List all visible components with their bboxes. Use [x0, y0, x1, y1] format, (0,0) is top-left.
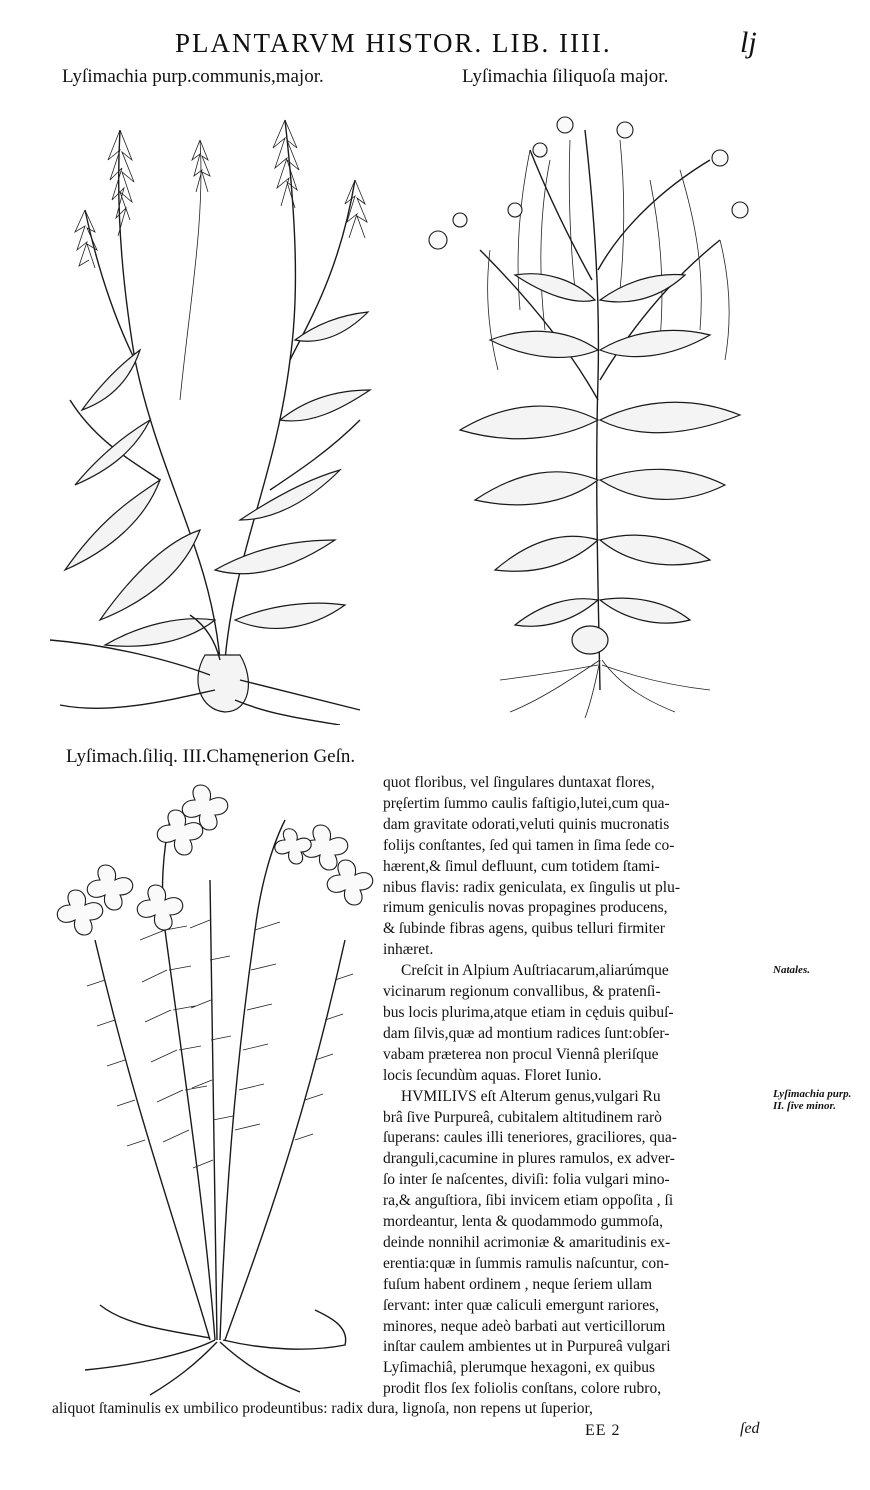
text-line: hærent,& ſimul defluunt, cum totidem ſtami-	[383, 857, 660, 875]
woodcut-chamaenerion	[45, 780, 385, 1400]
text-line: ſervant: inter quæ caliculi emergunt rariores,	[383, 1296, 660, 1314]
text-line: HVMILIVS eſt Alterum genus,vulgari Ru	[401, 1087, 661, 1105]
text-line: Lyſimachiâ, plerumque hexagoni, ex quibus	[383, 1359, 656, 1377]
body-text-column	[383, 773, 765, 1400]
text-line: vicinarum regionum convallibus, & pratenſi-	[383, 983, 661, 1001]
plate-caption-lysimachia-siliquosa-major: Lyſimachia ſiliquoſa major.	[462, 66, 669, 87]
signature-mark: EE 2	[585, 1422, 621, 1439]
text-line: prodit flos ſex foliolis conſtans, colore rubro,	[383, 1380, 662, 1398]
text-line: mordeantur, lenta & quodammodo gummoſa,	[383, 1213, 664, 1231]
text-line: bus locis plurima,atque etiam in cęduis quibuſ-	[383, 1003, 674, 1021]
margin-note-lysimachia-minor: Lyſimachia purp. II. ſive minor.	[773, 1088, 852, 1112]
text-line: rimum geniculis novas propagines producens,	[383, 899, 668, 917]
full-width-text-line: aliquot ſtaminulis ex umbilico prodeuntibus: radix dura, lignoſa, non repens ut ſuperior,	[52, 1400, 593, 1417]
text-line: dranguli,cacumine in plures ramulos, ex adver-	[383, 1150, 675, 1168]
text-line: inhæret.	[383, 941, 434, 959]
text-line: dam gravitate odorati,veluti quinis mucronatis	[383, 815, 670, 833]
text-line: minores, neque adeò barbati aut verticillorum	[383, 1317, 666, 1335]
woodcut-lysimachia-siliquosa-major	[420, 100, 780, 720]
text-line: dam ſilvis,quæ ad montium radices ſunt:obſer-	[383, 1024, 670, 1042]
text-line: erentia:quæ in ſummis ramulis naſcuntur, con-	[383, 1254, 670, 1272]
woodcut-lysimachia-purp-major	[40, 100, 400, 725]
running-head: PLANTARVM HISTOR. LIB. IIII.	[175, 28, 612, 58]
plate-caption-chamaenerion: Lyſimach.ſiliq. III.Chamęnerion Geſn.	[66, 746, 356, 767]
plate-caption-lysimachia-purp-major: Lyſimachia purp.communis,major.	[62, 66, 324, 87]
text-line: Creſcit in Alpium Auſtriacarum,aliarúmque	[401, 962, 669, 980]
text-line: vabam præterea non procul Viennâ pleriſque	[383, 1045, 659, 1063]
text-line: ra,& anguſtiora, ſibi invicem etiam oppoſita , ſi	[383, 1192, 674, 1210]
text-line: pręſertim ſummo caulis faſtigio,lutei,cum qua-	[383, 794, 670, 812]
text-line: & ſubinde fibras agens, quibus telluri firmiter	[383, 920, 665, 938]
text-line: fuſum habent ordinem , neque ſeriem ullam	[383, 1275, 653, 1293]
margin-note-natales: Natales.	[773, 964, 810, 976]
text-line: quot floribus, vel ſingulares duntaxat flores,	[383, 774, 655, 791]
text-line: inſtar caulem ambientes ut in Purpureâ vulgari	[383, 1338, 671, 1356]
text-line: brâ ſive Purpureâ, cubitalem altitudinem rarò	[383, 1108, 662, 1126]
text-line: nibus flavis: radix geniculata, ex ſingulis ut plu-	[383, 878, 681, 896]
text-line: locis ſecundùm aquas. Floret Iunio.	[383, 1066, 602, 1084]
text-line: deinde nonnihil acrimoniæ & amaritudinis ex-	[383, 1233, 671, 1251]
text-line: folijs conſtantes, ſed qui tamen in ſima ſede co-	[383, 836, 675, 854]
catchword: ſed	[740, 1420, 760, 1437]
folio-number: lj	[740, 26, 757, 59]
text-line: ſo inter ſe naſcentes, diviſi: folia vulgari mino-	[383, 1171, 670, 1189]
text-line: ſuperans: caules illi teneriores, graciliores, qua-	[383, 1129, 677, 1147]
